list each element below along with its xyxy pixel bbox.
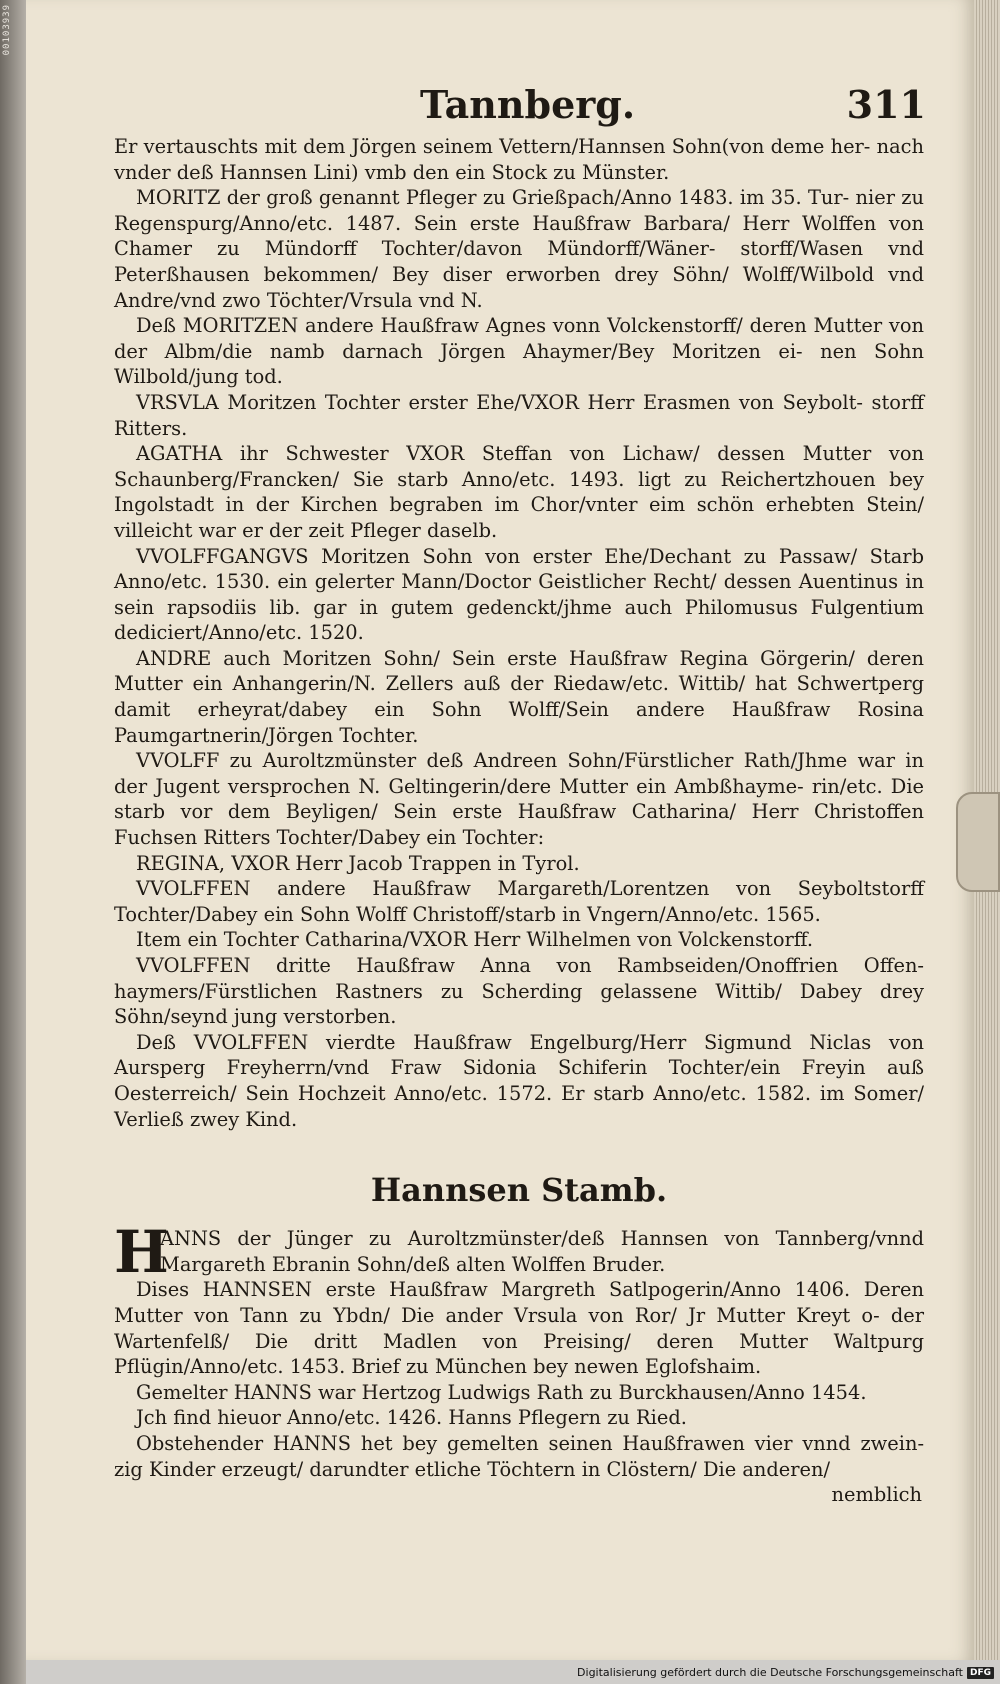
drop-cap: H: [114, 1218, 169, 1287]
page-number: 311: [846, 82, 926, 127]
paragraph: Item ein Tochter Catharina/VXOR Herr Wilhelmen von Volckenstorff.: [136, 928, 814, 952]
paragraph: AGATHA ihr Schwester VXOR Steffan von Lichaw/ dessen Mutter von Schaunberg/Francken/ Sie starb Anno/etc. 1493. ligt zu Reichertzhouen bey Ingolstadt in der Kirchen begraben im Chor/vnter eim schön erhebten Stein/ villeicht war er der zeit Pfleger daselb.: [114, 442, 924, 542]
paragraph: VVOLFF zu Auroltzmünster deß Andreen Sohn/Fürstlicher Rath/Jhme war in der Jugent versprochen N. Geltingerin/dere Mutter ein Ambßhayme- rin/etc. Die starb vor dem Beyligen/ Sein erste Haußfraw Catharina/ Herr Christoffen Fuchsen Ritters Tochter/Dabey ein Tochter:: [114, 749, 924, 850]
paragraph: Jch find hieuor Anno/etc. 1426. Hanns Pflegern zu Ried.: [136, 1406, 687, 1430]
digitization-footer: [577, 1666, 994, 1679]
first-paragraph-text: ANNS der Jünger zu Auroltzmünster/deß Hannsen von Tannberg/vnnd Margareth Ebranin Sohn/deß alten Wolffen Bruder.: [160, 1227, 924, 1276]
paragraph: ANDRE auch Moritzen Sohn/ Sein erste Haußfraw Regina Görgerin/ deren Mutter ein Anhangerin/N. Zellers auß der Riedaw/etc. Wittib/ hat Schwertperg damit erheyrat/dabey ein Sohn Wolff/Sein andere Haußfraw Rosina Paumgartnerin/Jörgen Tochter.: [114, 646, 924, 747]
paragraph: Dises HANNSEN erste Haußfraw Margreth Satlpogerin/Anno 1406. Deren Mutter von Tann zu Ybdn/ Die ander Vrsula von Ror/ Jr Mutter Kreyt o- der Wartenfelß/ Die dritt Madlen von Preising/ deren Mutter Waltpurg Pflügin/Anno/etc. 1453. Brief zu München bey newen Eglofshaim.: [114, 1278, 924, 1379]
scan-identifier: 00103939: [2, 4, 12, 56]
book-clasp: [956, 792, 1000, 892]
running-head: Tannberg.: [420, 82, 636, 127]
paragraph: Obstehender HANNS het bey gemelten seinen Haußfrawen vier vnnd zwein- zig Kinder erzeugt/ darundter etliche Töchtern in Clöstern/ Die anderen/: [114, 1431, 924, 1481]
paragraph: VVOLFFGANGVS Moritzen Sohn von erster Ehe/Dechant zu Passaw/ Starb Anno/etc. 1530. ein gelerter Mann/Doctor Geistlicher Recht/ dessen Auentinus in sein rapsodiis lib. gar in gutem gedenckt/jhme auch Philomusus Fulgentium dediciert/Anno/etc. 1520.: [114, 544, 924, 645]
paragraph: Gemelter HANNS war Hertzog Ludwigs Rath zu Burckhausen/Anno 1454.: [136, 1380, 867, 1404]
paragraph: VRSVLA Moritzen Tochter erster Ehe/VXOR Herr Erasmen von Seybolt- storff Ritters.: [114, 390, 924, 440]
paragraph: Deß VVOLFFEN vierdte Haußfraw Engelburg/Herr Sigmund Niclas von Aursperg Freyherrn/vnd Fraw Sidonia Schiferin Tochter/ein Freyin auß Oesterreich/ Sein Hochzeit Anno/etc. 1572. Er starb Anno/etc. 1582. im Somer/ Verließ zwey Kind.: [114, 1030, 924, 1131]
paragraph: Deß MORITZEN andere Haußfraw Agnes vonn Volckenstorff/ deren Mutter von der Albm/die namb darnach Jörgen Ahaymer/Bey Moritzen ei- nen Sohn Wilbold/jung tod.: [114, 314, 924, 389]
paragraph: VVOLFFEN andere Haußfraw Margareth/Lorentzen von Seyboltstorff Tochter/Dabey ein Sohn Wolff Christoff/starb in Vngern/Anno/etc. 1565.: [114, 877, 924, 926]
book-page: [26, 0, 975, 1660]
dfg-logo: DFG: [967, 1667, 994, 1679]
catchword: nemblich: [831, 1483, 922, 1507]
section-heading: Hannsen Stamb.: [370, 1171, 668, 1210]
paragraph: VVOLFFEN dritte Haußfraw Anna von Rambseiden/Onoffrien Offen- haymers/Fürstlichen Rastners zu Scherding gelassene Wittib/ Dabey drey Söhn/seynd jung verstorben.: [114, 954, 924, 1029]
paragraph: Er vertauschts mit dem Jörgen seinem Vettern/Hannsen Sohn(von deme her- nach vnder deß Hannsen Lini) vmb den ein Stock zu Münster.: [114, 135, 924, 184]
paragraph: MORITZ der groß genannt Pfleger zu Grießpach/Anno 1483. im 35. Tur- nier zu Regenspurg/Anno/etc. 1487. Sein erste Haußfraw Barbara/ Herr Wolffen von Chamer zu Mündorff Tochter/davon Mündorff/Wäner- storff/Wasen vnd Peterßhausen bekommen/ Bey diser erworben drey Söhn/ Wolff/Wilbold vnd Andre/vnd zwo Töchter/Vrsula vnd N.: [114, 186, 924, 312]
main-text: [114, 134, 924, 1508]
page-header: [420, 82, 940, 134]
section-first-paragraph: [114, 1218, 924, 1287]
scan-left-edge: [0, 0, 26, 1684]
paragraph: REGINA, VXOR Herr Jacob Trappen in Tyrol.: [136, 851, 580, 875]
digitization-note: Digitalisierung gefördert durch die Deutsche Forschungsgemeinschaft: [577, 1666, 963, 1679]
